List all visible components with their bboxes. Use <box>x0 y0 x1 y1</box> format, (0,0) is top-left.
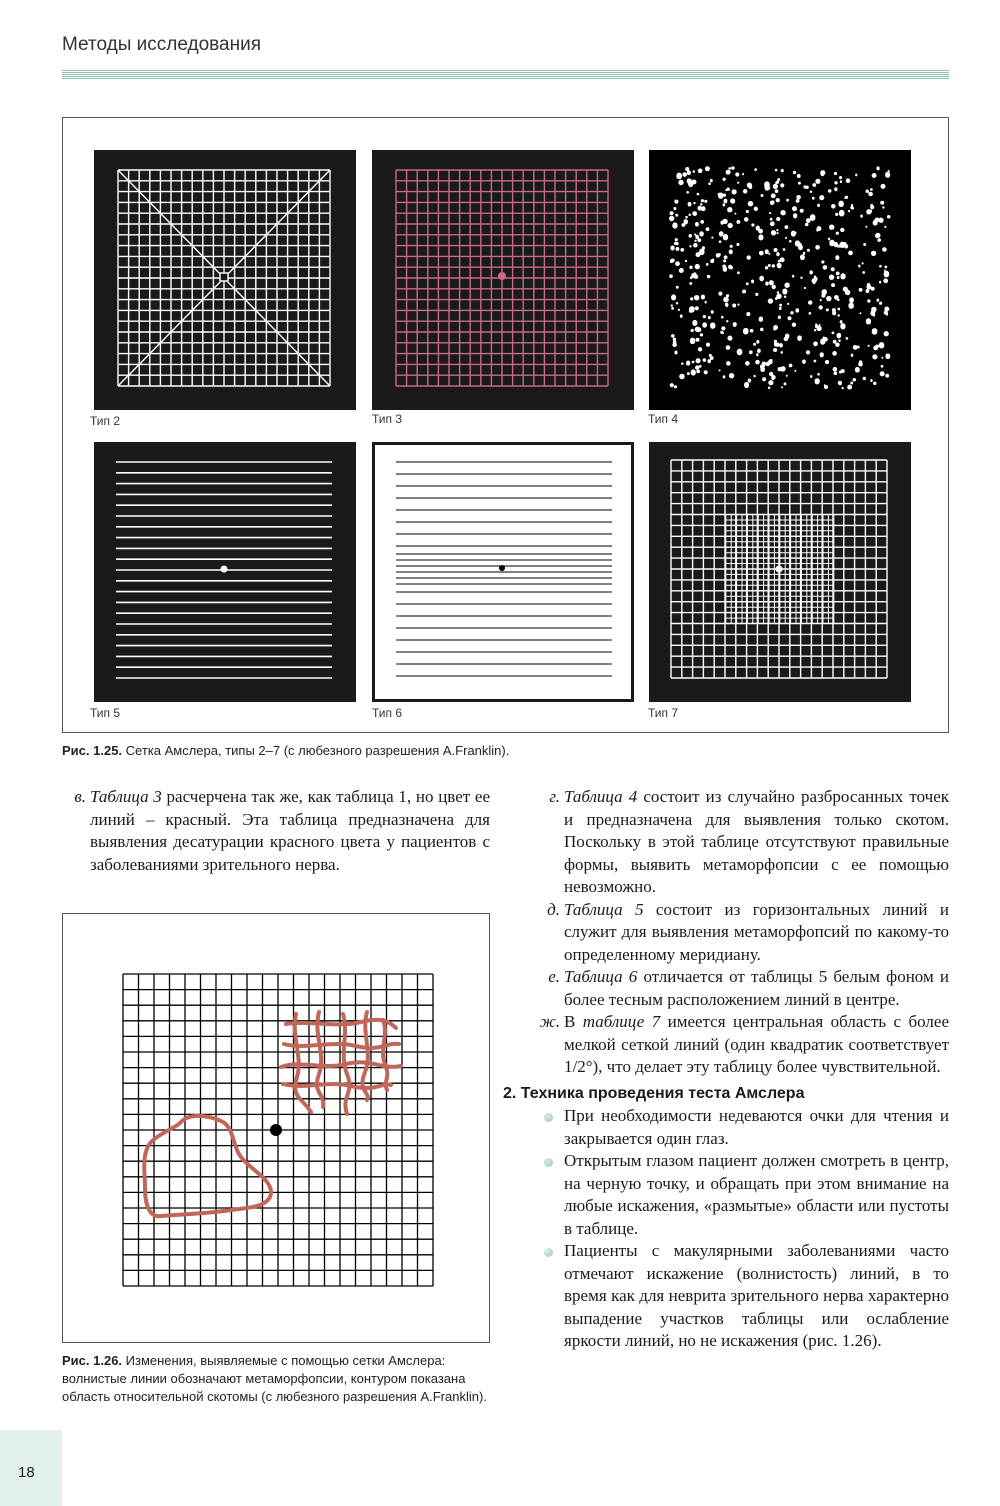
panel-label-type-5: Тип 5 <box>90 706 121 720</box>
item-text: имеется центральная область с более мелкой сеткой линий (один квадратик соответствует 1/2°), что делает эту таблицу более чувствительной. <box>564 1012 950 1076</box>
fixation-dot <box>270 1124 282 1136</box>
figure-1-25-number: Рис. 1.25. <box>62 743 123 758</box>
amsler-type-6 <box>372 442 634 702</box>
figure-1-26-frame <box>62 913 490 1343</box>
left-column <box>60 786 490 876</box>
item-text: расчерчена так же, как таблица 1, но цвет ее линий – красный. Эта таблица предназначена для выявления десатурации красного цвета у пациентов с заболеваниями зрительного нерва. <box>90 787 491 874</box>
fixation-dot <box>221 566 228 573</box>
item-marker: в. <box>74 787 86 806</box>
bullet-icon <box>544 1158 553 1167</box>
page-number: 18 <box>18 1464 35 1481</box>
panel-background <box>372 150 634 410</box>
bullet-icon <box>544 1248 553 1257</box>
item-text: состоит из горизонтальных линий и служит для выявления метаморфопсий по какому-то определенному меридиану. <box>564 899 949 964</box>
item-marker: г. <box>549 787 560 806</box>
amsler-type-7 <box>649 442 911 702</box>
right-column <box>503 786 950 1353</box>
bullet-text: Пациенты с макулярными заболеваниями часто отмечают искажение (волнистость) линий, в то время как для неврита зрительного нерва характерно выпадение участков таблицы или ослабление яркости линий, но не искажения (рис. 1.26). <box>564 1241 949 1350</box>
bullet-icon <box>544 1113 553 1122</box>
list-item-v <box>60 786 490 876</box>
fixation-square <box>220 273 228 281</box>
section-heading: 2. Техника проведения теста Амслера <box>503 1084 805 1102</box>
item-text: состоит из случайно разбросанных точек и предназначена для выявления только скотом. Поскольку в этой таблице отсутствуют правильные формы, выявить метаморфопсии с ее помощью невозможно. <box>564 787 949 896</box>
figure-1-25-caption-text: Сетка Амслера, типы 2–7 (с любезного разрешения A.Franklin). <box>122 743 510 758</box>
amsler-type-4 <box>649 150 911 410</box>
item-marker: е. <box>548 967 560 986</box>
item-pre: В <box>564 1012 583 1031</box>
item-marker: ж. <box>539 1012 560 1031</box>
list-item-e <box>520 966 949 1011</box>
bullet-text: Открытым глазом пациент должен смотреть в центр, на черную точку, и обращать при этом внимание на любые искажения, «размытые» области или пустоты в таблице. <box>564 1151 949 1238</box>
bullet-item <box>520 1240 949 1353</box>
list-item-g <box>520 786 949 899</box>
item-lead: Таблица 6 <box>564 967 638 986</box>
fixation-dot <box>499 565 505 571</box>
header-rule <box>62 70 949 80</box>
amsler-type-5 <box>94 442 356 702</box>
metamorphopsia-wavy-line <box>283 1084 391 1088</box>
amsler-type-3 <box>372 150 634 410</box>
figure-1-25-caption <box>62 742 949 760</box>
figure-1-26-number: Рис. 1.26. <box>62 1353 123 1368</box>
list-item-zh <box>520 1011 949 1079</box>
amsler-grid-pathology <box>121 972 435 1288</box>
metamorphopsia-wavy-line <box>317 1012 323 1107</box>
panel-label-type-6: Тип 6 <box>372 706 403 720</box>
fixation-dot <box>498 272 506 280</box>
bullet-text: При необходимости недеваются очки для чтения и закрывается один глаз. <box>564 1106 949 1148</box>
item-lead: таблице 7 <box>582 1012 661 1031</box>
figure-1-25-frame <box>62 117 949 733</box>
panel-label-type-2: Тип 2 <box>90 414 121 428</box>
panel-label-type-4: Тип 4 <box>648 412 679 426</box>
panel-label-type-7: Тип 7 <box>648 706 679 720</box>
item-lead: Таблица 4 <box>564 787 638 806</box>
bullet-item <box>520 1105 949 1150</box>
fixation-dot <box>776 566 783 573</box>
item-lead: Таблица 3 <box>90 787 162 806</box>
bullet-item <box>520 1150 949 1240</box>
scotoma-contour <box>144 1116 271 1216</box>
running-header: Методы исследования <box>62 34 261 55</box>
list-item-d <box>520 899 949 967</box>
figure-1-26-caption-text: Изменения, выявляемые с помощью сетки Амслера: волнистые линии обозначают метаморфопсии, контуром показана область относительной скотомы (с любезного разрешения A.Franklin). <box>62 1353 487 1404</box>
item-lead: Таблица 5 <box>564 899 644 919</box>
item-marker: д. <box>547 899 560 919</box>
panel-label-type-3: Тип 3 <box>372 412 403 426</box>
figure-1-26-caption <box>62 1352 490 1406</box>
item-text: отличается от таблицы 5 белым фоном и более тесным расположением линий в центре. <box>564 967 949 1009</box>
amsler-type-2 <box>94 150 356 410</box>
